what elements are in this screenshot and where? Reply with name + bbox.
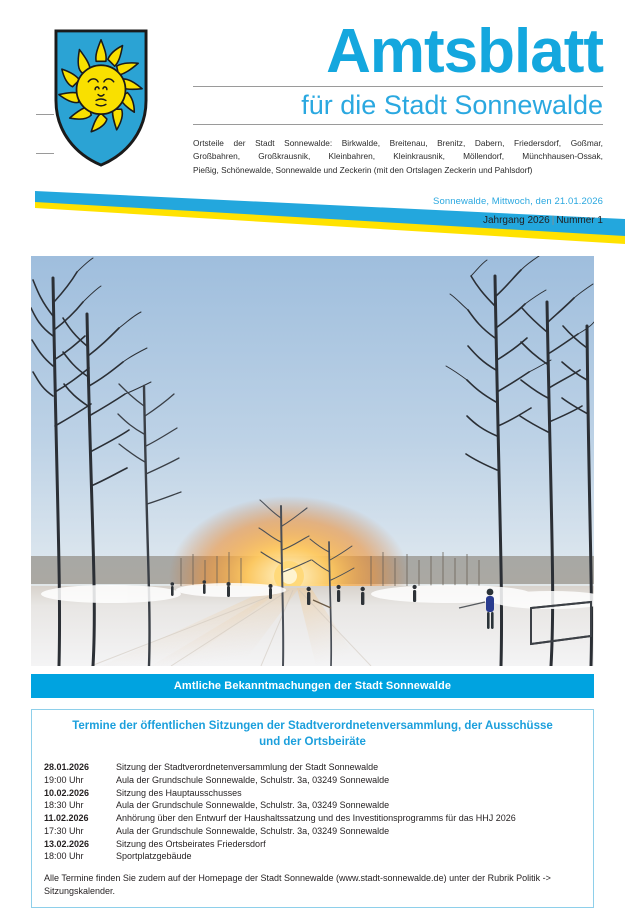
issue-number <box>483 215 603 226</box>
ortsteile-list <box>193 137 603 177</box>
schedule-row-time <box>44 825 581 838</box>
ortsteile-line-2: Großbahren, Großkrausnik, Kleinbahren, Kleinkrausnik, Möllendorf, Münchhausen-Ossak, <box>193 151 603 162</box>
schedule-row-date <box>44 787 581 800</box>
termine-heading-line-2: und der Ortsbeiräte <box>259 735 366 748</box>
issue-separator: | <box>551 215 555 226</box>
termine-heading <box>44 719 581 750</box>
schedule-row-time <box>44 850 581 863</box>
schedule-date: 13.02.2026 <box>44 838 90 849</box>
schedule-title: Anhörung über den Entwurf der Haushaltssatzung und des Investitionsprogramms für das HHJ 2026 <box>116 813 516 824</box>
title-rule-bottom <box>193 124 603 125</box>
schedule-row-date <box>44 761 581 774</box>
schedule-date: 11.02.2026 <box>44 813 89 824</box>
schedule-time: 19:00 Uhr <box>44 774 84 785</box>
schedule-location: Aula der Grundschule Sonnewalde, Schulstr. 3a, 03249 Sonnewalde <box>116 774 390 785</box>
schedule-row-time <box>44 799 581 812</box>
page-title: Amtsblatt <box>326 17 603 86</box>
schedule-location: Aula der Grundschule Sonnewalde, Schulstr. 3a, 03249 Sonnewalde <box>116 825 390 836</box>
schedule-time: 18:00 Uhr <box>44 851 84 862</box>
cover-photo <box>31 256 594 666</box>
schedule-time: 17:30 Uhr <box>44 825 84 836</box>
nummer-label: Nummer 1 <box>556 215 603 226</box>
jahrgang-label: Jahrgang 2026 <box>482 215 550 226</box>
schedule-date: 28.01.2026 <box>44 762 90 773</box>
announcement-bar-label: Amtliche Bekanntmachungen der Stadt Sonnewalde <box>173 680 452 692</box>
schedule-row-time <box>44 774 581 787</box>
termine-heading-line-1: Termine der öffentlichen Sitzungen der Stadtverordnetenversammlung, der Ausschüsse <box>72 720 553 732</box>
schedule-location: Sportplatzgebäude <box>116 851 192 862</box>
termine-box <box>31 709 594 908</box>
termine-note: Alle Termine finden Sie zudem auf der Homepage der Stadt Sonnewalde (www.stadt-sonnewalde.de) unter der Rubrik Politik -> Sitzungskalender. <box>44 873 551 897</box>
masthead <box>0 0 625 250</box>
schedule-row-date <box>44 838 581 851</box>
title-block <box>193 17 603 125</box>
issue-date: Sonnewalde, Mittwoch, den 21.01.2026 <box>433 196 603 207</box>
page-subtitle: für die Stadt Sonnewalde <box>301 89 603 120</box>
ortsteile-line-3: Pießig, Schönewalde, Sonnewalde und Zeckerin (mit den Ortslagen Zeckerin und Pahlsdorf) <box>193 164 533 175</box>
coat-of-arms <box>52 28 150 168</box>
schedule-date: 10.02.2026 <box>44 787 90 798</box>
termine-schedule <box>44 761 581 863</box>
schedule-row-date <box>44 812 581 825</box>
schedule-title: Sitzung des Ortsbeirates Friedersdorf <box>116 838 266 849</box>
ortsteile-line-1: Ortsteile der Stadt Sonnewalde: Birkwalde, Breitenau, Brenitz, Dabern, Friedersdorf, Goßmar, <box>193 138 603 148</box>
schedule-location: Aula der Grundschule Sonnewalde, Schulstr. 3a, 03249 Sonnewalde <box>116 800 390 811</box>
schedule-title: Sitzung des Hauptausschusses <box>116 787 242 798</box>
schedule-title: Sitzung der Stadtverordnetenversammlung der Stadt Sonnewalde <box>116 762 379 773</box>
announcement-bar <box>31 674 594 698</box>
schedule-time: 18:30 Uhr <box>44 800 84 811</box>
